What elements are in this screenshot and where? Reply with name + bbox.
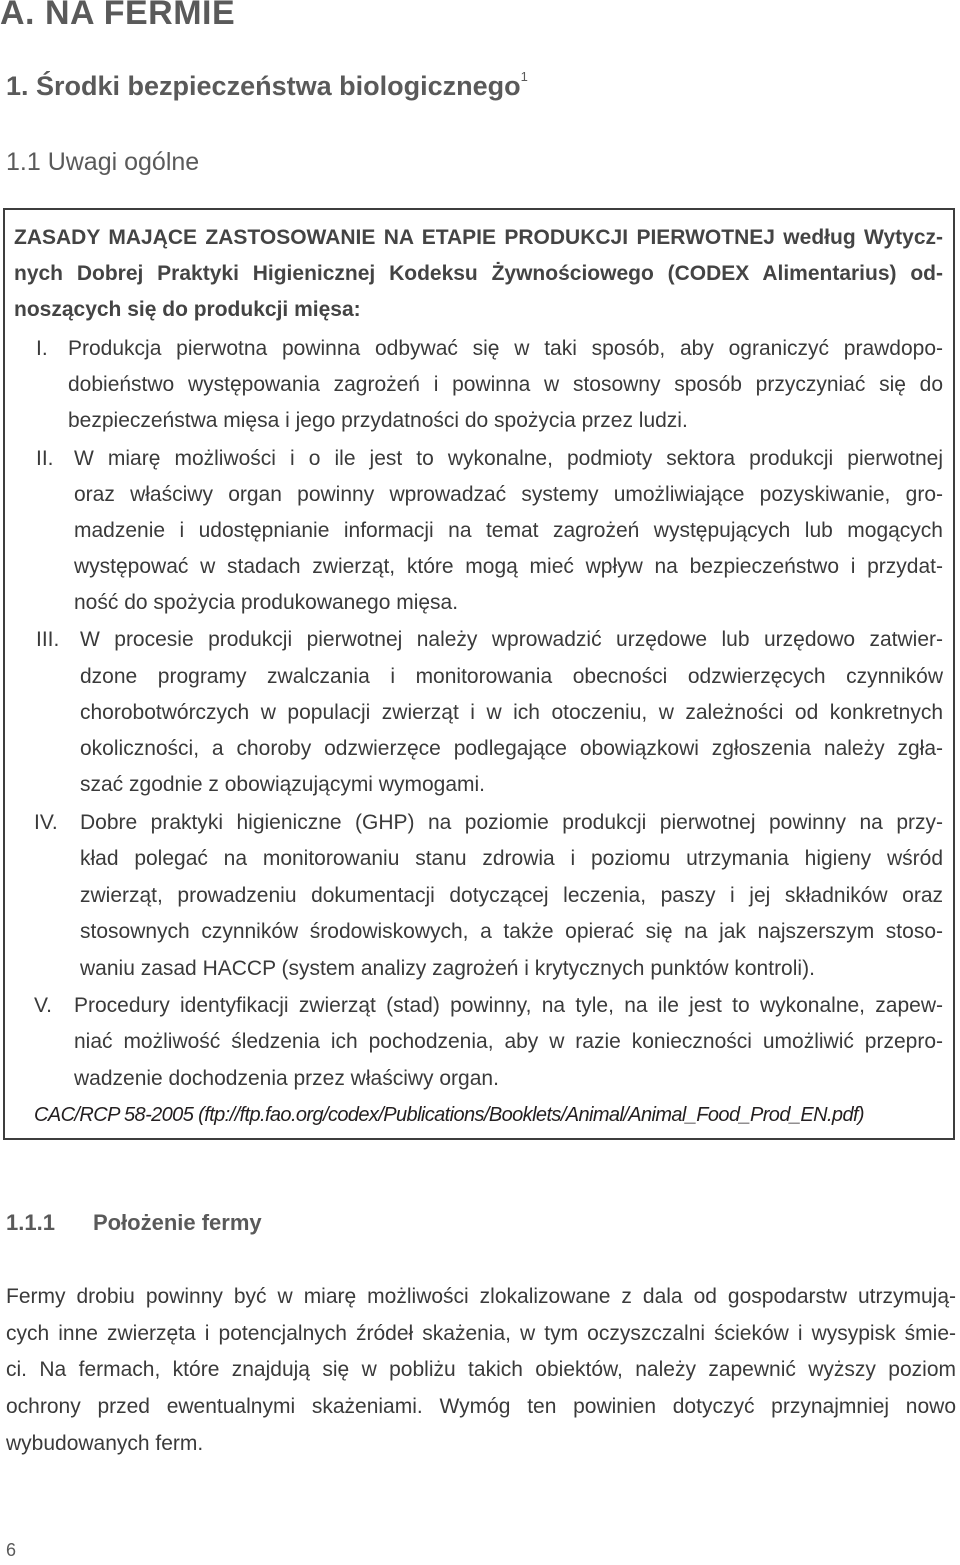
item-line xyxy=(80,627,943,653)
item-line xyxy=(68,336,943,362)
item-line-text: Produkcja pierwotna powinna odbywać się w taki sposób, aby ograniczyć prawdopo- xyxy=(68,337,943,360)
item-line xyxy=(80,919,943,945)
item-line xyxy=(80,736,943,762)
item-line-text: występować w stadach zwierząt, które mogą mieć wpływ na bezpieczeństwo i przydat- xyxy=(74,555,943,578)
paragraph-line-text: Fermy drobiu powinny być w miarę możliwości zlokalizowane z dala od gospodarstw utrzymują- xyxy=(6,1285,956,1308)
paragraph-line xyxy=(6,1284,956,1310)
item-line xyxy=(80,846,943,872)
heading-1 xyxy=(6,71,528,102)
paragraph-line: wybudowanych ferm. xyxy=(6,1432,204,1455)
item-line xyxy=(74,518,943,544)
item-line xyxy=(80,700,943,726)
item-line: waniu zasad HACCP (system analizy zagrożeń i krytycznych punktów kontroli). xyxy=(80,957,815,980)
item-line xyxy=(74,993,943,1019)
item-line-text: Dobre praktyki higieniczne (GHP) na poziomie produkcji pierwotnej powinny na przy- xyxy=(80,811,943,834)
heading-1-1-1 xyxy=(6,1210,262,1236)
heading-1-1-1-title: Położenie fermy xyxy=(92,1210,262,1235)
paragraph-line xyxy=(6,1321,956,1347)
item-line-text: dzone programy zwalczania i monitorowania obecności odzwierzęcych czynników xyxy=(80,665,943,688)
item-line-text: niać możliwość śledzenia ich pochodzenia, aby w razie konieczności umożliwić przepro- xyxy=(74,1030,943,1053)
item-line-text: okoliczności, a choroby odzwierzęce podlegające obowiązkowi zgłoszenia należy zgła- xyxy=(80,737,943,760)
item-line-text: W procesie produkcji pierwotnej należy wprowadzić urzędowe lub urzędowo zatwier- xyxy=(80,628,943,651)
reference-citation: CAC/RCP 58-2005 (ftp://ftp.fao.org/codex/Publications/Booklets/Animal/Animal_Food_Prod_EN.pdf) xyxy=(34,1104,864,1126)
item-number: IV. xyxy=(34,811,58,834)
heading-1-text: 1. Środki bezpieczeństwa biologicznego xyxy=(6,71,521,101)
paragraph-line-text: ochrony przed ewentualnymi skażeniami. Wymóg ten powinien dotyczyć przynajmniej nowo xyxy=(6,1395,956,1418)
item-line xyxy=(74,1029,943,1055)
item-line-text: madzenie i udostępnianie informacji na temat zagrożeń występujących lub mogących xyxy=(74,519,943,542)
item-line-text: oraz właściwy organ powinny wprowadzać systemy umożliwiające pozyskiwanie, gro- xyxy=(74,483,943,506)
item-line: bezpieczeństwa mięsa i jego przydatności do spożycia przez ludzi. xyxy=(68,409,688,432)
item-number: II. xyxy=(36,447,54,470)
box-intro-line: noszących się do produkcji mięsa: xyxy=(14,298,361,321)
page-number: 6 xyxy=(6,1540,17,1560)
paragraph-line xyxy=(6,1357,956,1383)
box-intro-line-text: ZASADY MAJĄCE ZASTOSOWANIE NA ETAPIE PRODUKCJI PIERWOTNEJ według Wytycz- xyxy=(14,226,943,249)
footnote-marker: 1 xyxy=(520,69,528,84)
item-line: szać zgodnie z obowiązującymi wymogami. xyxy=(80,773,485,796)
item-line-text: W miarę możliwości i o ile jest to wykonalne, podmioty sektora produkcji pierwotnej xyxy=(74,447,943,470)
box-intro-line xyxy=(14,225,943,251)
heading-1-1-1-number: 1.1.1 xyxy=(6,1210,55,1235)
item-line xyxy=(74,446,943,472)
box-intro-line-text: nych Dobrej Praktyki Higienicznej Kodeksu Żywnościowego (CODEX Alimentarius) od- xyxy=(14,262,943,285)
section-heading: A. NA FERMIE xyxy=(0,0,236,32)
item-line-text: stosownych czynników środowiskowych, a także opierać się na jak najszerszym stoso- xyxy=(80,920,943,943)
item-line: ność do spożycia produkowanego mięsa. xyxy=(74,591,459,614)
paragraph-line xyxy=(6,1394,956,1420)
paragraph-line-text: cych inne zwierzęta i potencjalnych źródeł skażenia, w tym oczyszczalni ścieków i wysypisk śmie- xyxy=(6,1322,956,1345)
item-line: wadzenie dochodzenia przez właściwy organ. xyxy=(74,1067,499,1090)
item-line-text: kład polegać na monitorowaniu stanu zdrowia i poziomu utrzymania higieny wśród xyxy=(80,847,943,870)
item-number: III. xyxy=(36,628,60,651)
item-number: I. xyxy=(36,337,48,360)
paragraph-line-text: ci. Na fermach, które znajdują się w pobliżu takich obiektów, należy zapewnić wyższy poziom xyxy=(6,1358,956,1381)
item-line-text: dobieństwo występowania zagrożeń i powinna w stosowny sposób przyczyniać się do xyxy=(68,373,943,396)
item-line xyxy=(80,883,943,909)
item-line-text: zwierząt, prowadzeniu dokumentacji dotyczącej leczenia, paszy i jej składników oraz xyxy=(80,884,943,907)
item-line-text: chorobotwórczych w populacji zwierząt i w ich otoczeniu, w zależności od konkretnych xyxy=(80,701,943,724)
item-line xyxy=(80,810,943,836)
item-line xyxy=(80,664,943,690)
heading-1-1: 1.1 Uwagi ogólne xyxy=(6,148,200,176)
item-line-text: Procedury identyfikacji zwierząt (stad) powinny, na tyle, na ile jest to wykonalne, zapew- xyxy=(74,994,943,1017)
item-number: V. xyxy=(34,994,52,1017)
box-intro-line xyxy=(14,261,943,287)
item-line xyxy=(74,482,943,508)
item-line xyxy=(68,372,943,398)
item-line xyxy=(74,554,943,580)
